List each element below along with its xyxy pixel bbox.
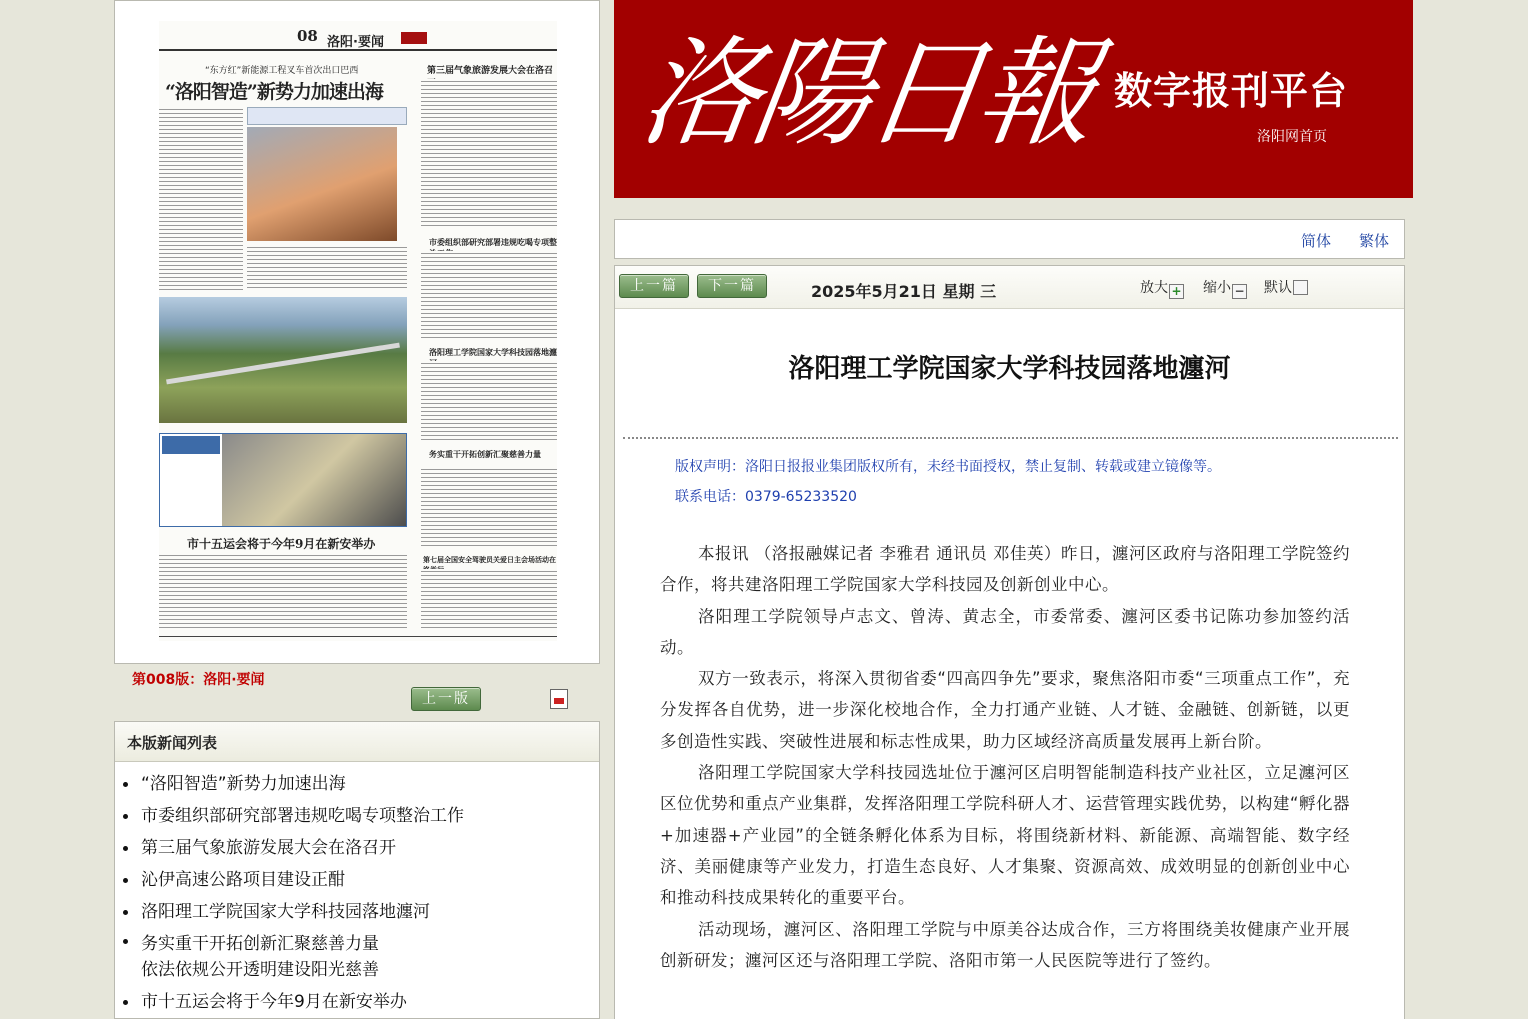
plus-icon[interactable]: + (1169, 284, 1184, 299)
forklift-photo (247, 127, 397, 241)
news-list (115, 762, 599, 1018)
minus-icon[interactable]: − (1232, 284, 1247, 299)
zoom-in-control[interactable] (1140, 277, 1184, 299)
text-column (159, 107, 243, 291)
zoom-in-label: 放大 (1140, 280, 1168, 296)
masthead-banner (614, 0, 1413, 198)
news-list-item[interactable] (115, 928, 599, 986)
prev-article-button[interactable]: 上一篇 (619, 274, 689, 298)
mini-masthead-logo (401, 32, 427, 44)
pdf-download-icon[interactable] (550, 689, 568, 709)
news-list-item[interactable]: 市委组织部研究部署违规吃喝专项整治工作 (115, 800, 599, 832)
article-title: 洛阳理工学院国家大学科技园落地瀍河 (788, 354, 1231, 384)
article-paragraph: 双方一致表示，将深入贯彻省委“四高四争先”要求，聚焦洛阳市委“三项重点工作”，充分发挥各自优势，进一步深化校地合作，全力打通产业链、人才链、金融链、创新链，以更多创造性实践、突破性进展和标志性成果，助力区域经济高质量发展再上新台阶。 (660, 669, 1350, 751)
article-paragraph: 洛阳理工学院领导卢志文、曾涛、黄志全，市委常委、瀍河区委书记陈功参加签约活动。 (660, 606, 1350, 657)
article-panel (614, 265, 1405, 1019)
copyright-notice: 版权声明：洛阳日报报业集团版权所有，未经书面授权，禁止复制、转载或建立镜像等。 (675, 459, 1221, 475)
news-list-item[interactable]: 第三届气象旅游发展大会在洛召开 (115, 832, 599, 864)
traditional-link[interactable]: 繁体 (1359, 232, 1390, 250)
edition-label: 第008版：洛阳·要闻 (132, 672, 265, 688)
next-article-button[interactable]: 下一篇 (697, 274, 767, 298)
contact-phone: 联系电话：0379-65233520 (675, 489, 857, 505)
news-list-item[interactable]: 洛阳理工学院国家大学科技园落地瀍河 (115, 896, 599, 928)
default-size-label: 默认 (1264, 280, 1292, 296)
text-column (421, 79, 557, 229)
zoom-out-control[interactable] (1203, 277, 1247, 299)
text-column (421, 361, 557, 441)
issue-date: 2025年5月21日 星期 三 (811, 282, 997, 301)
article-paragraph: 活动现场，瀍河区、洛阳理工学院与中原美谷达成合作，三方将围绕美妆健康产业开展创新研发；瀍河区还与洛阳理工学院、洛阳市第一人民医院等进行了签约。 (660, 919, 1350, 970)
news-list-panel (114, 721, 600, 1019)
dotted-divider (623, 437, 1398, 439)
road-paving-photo (159, 433, 407, 527)
prev-edition-button[interactable]: 上一版 (411, 687, 481, 711)
lead-headline: “洛阳智造”新势力加速出海 (165, 81, 383, 103)
news-list-item[interactable]: 沁伊高速公路项目建设正酣 (115, 864, 599, 896)
page-section: 洛阳·要闻 (327, 35, 384, 50)
lead-kicker: “东方红”新能源工程叉车首次出口巴西 (205, 66, 359, 76)
news-list-item-line: 依法依规公开透明建设阳光慈善 (141, 960, 379, 980)
sub-headline: 市十五运会将于今年9月在新安举办 (187, 537, 376, 551)
language-bar (614, 219, 1405, 259)
checkbox-icon[interactable] (1293, 280, 1308, 295)
article-paragraph: 洛阳理工学院国家大学科技园选址位于瀍河区启明智能制造科技产业社区，立足瀍河区区位优势和重点产业集群，发挥洛阳理工学院科研人才、运营管理实践优势，以构建“孵化器+加速器+产业园”的全链条孵化体系为目标，将围绕新材料、新能源、高端智能、数字经济、美丽健康等产业发力，打造生态良好、人才集聚、资源高效、成效明显的创新创业中心和推动科技成果转化的重要平台。 (660, 763, 1350, 908)
lead-banner (247, 107, 407, 125)
article-body (660, 538, 1350, 976)
newspaper-page-image[interactable] (159, 21, 557, 641)
sub-headline: 第三届气象旅游发展大会在洛召 (427, 66, 554, 76)
zoom-out-label: 缩小 (1203, 280, 1231, 296)
simplified-link[interactable]: 简体 (1301, 232, 1332, 250)
text-column (421, 569, 557, 629)
news-list-title: 本版新闻列表 (115, 722, 599, 762)
sub-headline: 市委组织部研究部署违规吃喝专项整 (429, 237, 557, 247)
sub-headline: 第七届全国安全驾驶员关爱日主会场活动在 (423, 555, 556, 564)
page-header (159, 21, 557, 51)
article-toolbar (615, 266, 1404, 309)
newspaper-page-frame (114, 0, 600, 664)
page-number: 08 (297, 27, 318, 45)
text-column (247, 245, 407, 291)
paving-machine-image (222, 434, 406, 526)
photo-caption-tag (162, 436, 220, 454)
home-link[interactable]: 洛阳网首页 (1257, 129, 1327, 145)
news-list-item[interactable]: “洛阳智造”新势力加速出海 (115, 768, 599, 800)
default-size-control[interactable] (1264, 277, 1308, 297)
platform-title: 数字报刊平台 (1114, 69, 1349, 113)
text-column (421, 467, 557, 547)
page-footer-rule (159, 636, 557, 641)
text-column (159, 553, 407, 629)
article-paragraph: 本报讯 （洛报融媒记者 李雅君 通讯员 邓佳英）昨日，瀍河区政府与洛阳理工学院签约合作，将共建洛阳理工学院国家大学科技园及创新创业中心。 (660, 544, 1350, 595)
news-list-item-line: 务实重干开拓创新汇聚慈善力量 (141, 934, 379, 954)
sub-headline: 务实重干开拓创新汇聚慈善力量 (429, 449, 541, 459)
text-column (421, 251, 557, 341)
newspaper-logo: 洛陽日報 (632, 24, 1100, 162)
sub-headline: 洛阳理工学院国家大学科技园落地瀍 (429, 347, 557, 357)
news-list-item[interactable]: 市十五运会将于今年9月在新安举办 (115, 986, 599, 1018)
